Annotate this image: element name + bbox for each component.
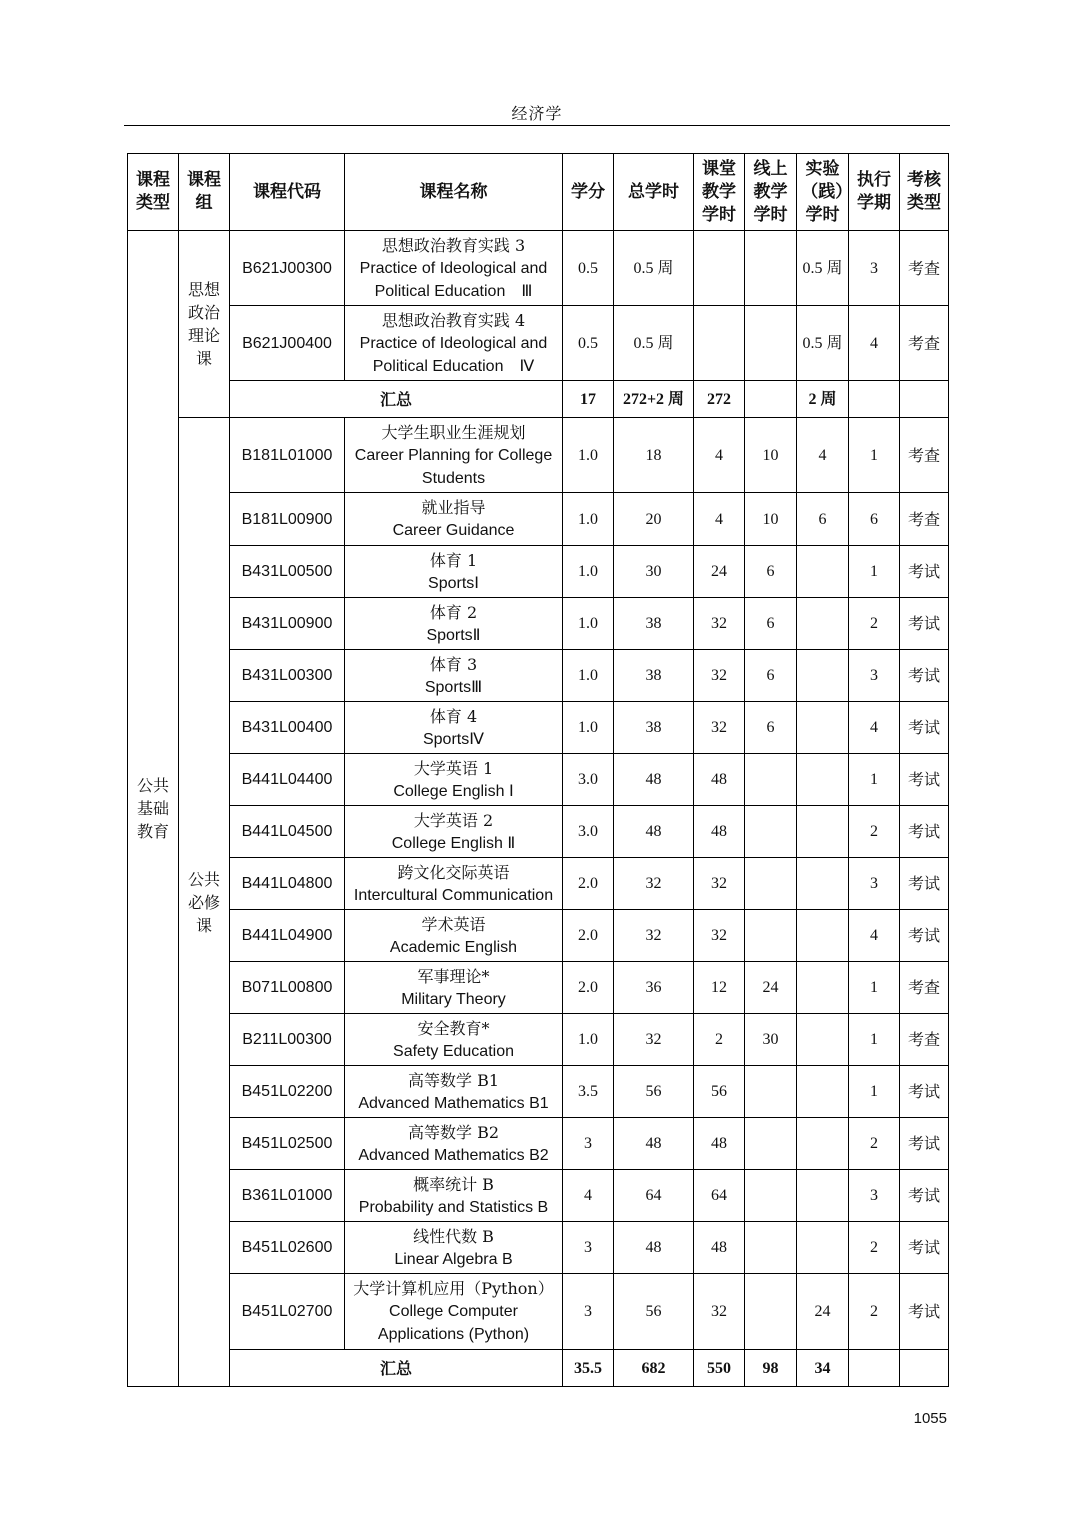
cell-total-hours: 32 bbox=[614, 858, 694, 910]
cell-credits: 3.5 bbox=[563, 1066, 614, 1118]
cell-term: 1 bbox=[849, 418, 900, 493]
course-name bbox=[345, 306, 563, 381]
summary-exam-type bbox=[900, 381, 949, 418]
table-row bbox=[128, 418, 949, 493]
col-header-term: 执行学期 bbox=[849, 154, 900, 231]
cell-term: 3 bbox=[849, 231, 900, 306]
cell-term: 3 bbox=[849, 1170, 900, 1222]
course-type-label: 公共基础教育 bbox=[136, 776, 169, 841]
cell-online-hours: 6 bbox=[745, 598, 797, 650]
cell-term: 1 bbox=[849, 962, 900, 1014]
summary-class-hours: 272 bbox=[694, 381, 745, 418]
course-code: B181L00900 bbox=[230, 493, 345, 546]
cell-exam-type: 考试 bbox=[900, 806, 949, 858]
table-row bbox=[128, 598, 949, 650]
course-group-cell bbox=[179, 231, 230, 418]
course-name-cn: 体育 3 bbox=[429, 654, 478, 674]
course-code: B431L00300 bbox=[230, 650, 345, 702]
cell-class-hours: 4 bbox=[694, 418, 745, 493]
cell-class-hours: 2 bbox=[694, 1014, 745, 1066]
col-header-online-hours: 线上教学学时 bbox=[745, 154, 797, 231]
cell-class-hours: 64 bbox=[694, 1170, 745, 1222]
cell-total-hours: 36 bbox=[614, 962, 694, 1014]
table-row bbox=[128, 493, 949, 546]
course-name-cn: 跨文化交际英语 bbox=[397, 862, 510, 882]
course-name-cn: 大学英语 1 bbox=[413, 758, 494, 778]
running-head: 经济学 bbox=[511, 104, 563, 123]
cell-term: 1 bbox=[849, 546, 900, 598]
course-name-en: Academic English bbox=[389, 938, 518, 956]
course-name-en: SportsⅣ bbox=[422, 730, 484, 748]
cell-exam-type: 考查 bbox=[900, 493, 949, 546]
cell-credits: 3.0 bbox=[563, 754, 614, 806]
cell-online-hours: 24 bbox=[745, 962, 797, 1014]
cell-term: 1 bbox=[849, 1066, 900, 1118]
cell-total-hours: 48 bbox=[614, 1222, 694, 1274]
course-name bbox=[345, 806, 563, 858]
cell-practice-hours: 0.5 周 bbox=[797, 231, 849, 306]
table-row bbox=[128, 1118, 949, 1170]
course-name bbox=[345, 418, 563, 493]
course-name-cn: 高等数学 B1 bbox=[407, 1070, 500, 1090]
cell-term: 4 bbox=[849, 306, 900, 381]
table-row bbox=[128, 650, 949, 702]
cell-exam-type: 考试 bbox=[900, 1274, 949, 1350]
cell-class-hours: 48 bbox=[694, 754, 745, 806]
course-code: B431L00500 bbox=[230, 546, 345, 598]
course-name-en: SportsⅡ bbox=[426, 626, 481, 644]
cell-credits: 1.0 bbox=[563, 598, 614, 650]
table-row bbox=[128, 702, 949, 754]
cell-total-hours: 48 bbox=[614, 754, 694, 806]
course-name-cn: 高等数学 B2 bbox=[407, 1122, 500, 1142]
cell-credits: 1.0 bbox=[563, 546, 614, 598]
cell-class-hours: 56 bbox=[694, 1066, 745, 1118]
course-name bbox=[345, 598, 563, 650]
cell-exam-type: 考试 bbox=[900, 1118, 949, 1170]
cell-term: 3 bbox=[849, 858, 900, 910]
course-name-en: Safety Education bbox=[393, 1042, 514, 1060]
cell-total-hours: 20 bbox=[614, 493, 694, 546]
summary-practice-hours: 34 bbox=[797, 1350, 849, 1387]
cell-exam-type: 考试 bbox=[900, 650, 949, 702]
course-name-en: Linear Algebra B bbox=[394, 1250, 513, 1268]
table-header-row bbox=[128, 154, 949, 231]
table-row bbox=[128, 231, 949, 306]
course-name bbox=[345, 1274, 563, 1350]
cell-exam-type: 考试 bbox=[900, 858, 949, 910]
course-name bbox=[345, 546, 563, 598]
summary-row bbox=[128, 1350, 949, 1387]
cell-total-hours: 32 bbox=[614, 910, 694, 962]
cell-credits: 0.5 bbox=[563, 231, 614, 306]
cell-online-hours bbox=[745, 231, 797, 306]
cell-credits: 2.0 bbox=[563, 962, 614, 1014]
cell-term: 1 bbox=[849, 754, 900, 806]
course-name bbox=[345, 1014, 563, 1066]
summary-total-hours: 682 bbox=[614, 1350, 694, 1387]
cell-practice-hours bbox=[797, 910, 849, 962]
course-name-en: Advanced Mathematics B2 bbox=[358, 1146, 549, 1164]
course-code: B071L00800 bbox=[230, 962, 345, 1014]
cell-total-hours: 0.5 周 bbox=[614, 231, 694, 306]
course-name bbox=[345, 754, 563, 806]
cell-class-hours: 32 bbox=[694, 1274, 745, 1350]
course-code: B211L00300 bbox=[230, 1014, 345, 1066]
cell-practice-hours bbox=[797, 702, 849, 754]
cell-credits: 2.0 bbox=[563, 858, 614, 910]
cell-term: 2 bbox=[849, 1118, 900, 1170]
course-code: B181L01000 bbox=[230, 418, 345, 493]
cell-practice-hours: 0.5 周 bbox=[797, 306, 849, 381]
cell-credits: 1.0 bbox=[563, 1014, 614, 1066]
cell-practice-hours: 24 bbox=[797, 1274, 849, 1350]
course-code: B431L00900 bbox=[230, 598, 345, 650]
cell-practice-hours bbox=[797, 754, 849, 806]
course-code: B441L04400 bbox=[230, 754, 345, 806]
cell-total-hours: 18 bbox=[614, 418, 694, 493]
cell-class-hours: 48 bbox=[694, 1222, 745, 1274]
cell-exam-type: 考查 bbox=[900, 418, 949, 493]
cell-exam-type: 考查 bbox=[900, 231, 949, 306]
course-name bbox=[345, 962, 563, 1014]
table-row bbox=[128, 858, 949, 910]
cell-credits: 3 bbox=[563, 1274, 614, 1350]
course-name bbox=[345, 1118, 563, 1170]
course-name-en: Practice of Ideological and Political Education Ⅳ bbox=[359, 334, 548, 375]
course-name-cn: 军事理论* bbox=[417, 966, 490, 986]
course-name-en: Advanced Mathematics B1 bbox=[358, 1094, 549, 1112]
col-header-credits: 学分 bbox=[563, 154, 614, 231]
cell-term: 1 bbox=[849, 1014, 900, 1066]
cell-credits: 4 bbox=[563, 1170, 614, 1222]
course-name-cn: 安全教育* bbox=[417, 1018, 490, 1038]
cell-exam-type: 考查 bbox=[900, 962, 949, 1014]
course-code: B441L04800 bbox=[230, 858, 345, 910]
table-row bbox=[128, 1274, 949, 1350]
cell-total-hours: 0.5 周 bbox=[614, 306, 694, 381]
cell-term: 2 bbox=[849, 806, 900, 858]
course-code: B441L04900 bbox=[230, 910, 345, 962]
cell-online-hours bbox=[745, 1274, 797, 1350]
cell-practice-hours bbox=[797, 1066, 849, 1118]
course-name bbox=[345, 1066, 563, 1118]
cell-online-hours: 30 bbox=[745, 1014, 797, 1066]
table-row bbox=[128, 910, 949, 962]
summary-label: 汇总 bbox=[230, 1350, 563, 1387]
cell-practice-hours bbox=[797, 650, 849, 702]
col-header-practice-hours: 实验（践）学时 bbox=[797, 154, 849, 231]
course-name bbox=[345, 858, 563, 910]
summary-total-hours: 272+2 周 bbox=[614, 381, 694, 418]
cell-class-hours: 4 bbox=[694, 493, 745, 546]
course-code: B451L02200 bbox=[230, 1066, 345, 1118]
col-header-group: 课程组 bbox=[179, 154, 230, 231]
cell-total-hours: 38 bbox=[614, 598, 694, 650]
cell-exam-type: 考查 bbox=[900, 1014, 949, 1066]
cell-practice-hours bbox=[797, 962, 849, 1014]
course-name-en: Probability and Statistics B bbox=[358, 1198, 549, 1216]
cell-exam-type: 考试 bbox=[900, 1066, 949, 1118]
cell-term: 4 bbox=[849, 702, 900, 754]
cell-exam-type: 考试 bbox=[900, 754, 949, 806]
cell-total-hours: 38 bbox=[614, 702, 694, 754]
cell-total-hours: 64 bbox=[614, 1170, 694, 1222]
cell-exam-type: 考试 bbox=[900, 1170, 949, 1222]
col-header-class-hours: 课堂教学学时 bbox=[694, 154, 745, 231]
cell-credits: 1.0 bbox=[563, 493, 614, 546]
course-name-cn: 大学计算机应用（Python） bbox=[353, 1279, 554, 1298]
cell-class-hours: 48 bbox=[694, 1118, 745, 1170]
course-type-cell bbox=[128, 231, 179, 1387]
table-row bbox=[128, 962, 949, 1014]
course-name-cn: 思想政治教育实践 3 bbox=[381, 235, 526, 255]
col-header-total-hours: 总学时 bbox=[614, 154, 694, 231]
cell-credits: 3.0 bbox=[563, 806, 614, 858]
cell-practice-hours: 6 bbox=[797, 493, 849, 546]
course-code: B451L02500 bbox=[230, 1118, 345, 1170]
cell-class-hours: 32 bbox=[694, 910, 745, 962]
course-code: B431L00400 bbox=[230, 702, 345, 754]
course-name-cn: 体育 1 bbox=[429, 550, 478, 570]
cell-online-hours bbox=[745, 806, 797, 858]
cell-exam-type: 考查 bbox=[900, 306, 949, 381]
table-row bbox=[128, 1014, 949, 1066]
summary-online-hours: 98 bbox=[745, 1350, 797, 1387]
course-name bbox=[345, 910, 563, 962]
cell-total-hours: 32 bbox=[614, 1014, 694, 1066]
summary-credits: 17 bbox=[563, 381, 614, 418]
cell-online-hours bbox=[745, 306, 797, 381]
course-name-en: College English Ⅰ bbox=[393, 782, 514, 800]
cell-term: 3 bbox=[849, 650, 900, 702]
cell-exam-type: 考试 bbox=[900, 1222, 949, 1274]
summary-label: 汇总 bbox=[230, 381, 563, 418]
cell-term: 2 bbox=[849, 1222, 900, 1274]
course-name bbox=[345, 1222, 563, 1274]
course-code: B361L01000 bbox=[230, 1170, 345, 1222]
course-group-label: 公共必修课 bbox=[187, 869, 220, 935]
cell-exam-type: 考试 bbox=[900, 598, 949, 650]
cell-total-hours: 30 bbox=[614, 546, 694, 598]
cell-term: 4 bbox=[849, 910, 900, 962]
course-code: B441L04500 bbox=[230, 806, 345, 858]
table-row bbox=[128, 1222, 949, 1274]
cell-exam-type: 考试 bbox=[900, 702, 949, 754]
course-name-en: Military Theory bbox=[401, 990, 506, 1008]
course-name-cn: 大学生职业生涯规划 bbox=[381, 422, 526, 442]
course-name-en: Intercultural Communication bbox=[353, 886, 554, 904]
cell-total-hours: 56 bbox=[614, 1274, 694, 1350]
course-name-en: College Computer Applications (Python) bbox=[377, 1303, 530, 1343]
curriculum-table bbox=[127, 153, 949, 1387]
cell-credits: 1.0 bbox=[563, 650, 614, 702]
course-name-en: SportsⅠ bbox=[428, 574, 479, 592]
cell-online-hours bbox=[745, 1118, 797, 1170]
cell-practice-hours bbox=[797, 598, 849, 650]
cell-total-hours: 38 bbox=[614, 650, 694, 702]
course-name-cn: 线性代数 B bbox=[413, 1226, 494, 1246]
cell-total-hours: 48 bbox=[614, 806, 694, 858]
cell-online-hours bbox=[745, 910, 797, 962]
course-name-en: Career Planning for College Students bbox=[354, 446, 553, 487]
course-name bbox=[345, 702, 563, 754]
page-number: 1055 bbox=[913, 1410, 947, 1427]
table-row bbox=[128, 306, 949, 381]
cell-practice-hours bbox=[797, 1170, 849, 1222]
summary-class-hours: 550 bbox=[694, 1350, 745, 1387]
course-name-cn: 大学英语 2 bbox=[413, 810, 494, 830]
header-rule bbox=[124, 125, 950, 126]
cell-practice-hours bbox=[797, 1222, 849, 1274]
cell-online-hours bbox=[745, 1066, 797, 1118]
cell-online-hours: 6 bbox=[745, 702, 797, 754]
cell-credits: 2.0 bbox=[563, 910, 614, 962]
summary-credits: 35.5 bbox=[563, 1350, 614, 1387]
course-code: B451L02700 bbox=[230, 1274, 345, 1350]
cell-credits: 1.0 bbox=[563, 702, 614, 754]
course-name-en: Career Guidance bbox=[392, 522, 515, 539]
cell-credits: 0.5 bbox=[563, 306, 614, 381]
summary-row bbox=[128, 381, 949, 418]
cell-class-hours: 32 bbox=[694, 702, 745, 754]
cell-class-hours bbox=[694, 306, 745, 381]
course-name-en: College English Ⅱ bbox=[391, 834, 516, 852]
course-group-label: 思想政治理论课 bbox=[187, 280, 220, 368]
table-row bbox=[128, 806, 949, 858]
col-header-code: 课程代码 bbox=[230, 154, 345, 231]
summary-exam-type bbox=[900, 1350, 949, 1387]
cell-total-hours: 48 bbox=[614, 1118, 694, 1170]
cell-exam-type: 考试 bbox=[900, 546, 949, 598]
course-name-cn: 体育 4 bbox=[429, 706, 478, 726]
cell-practice-hours bbox=[797, 1118, 849, 1170]
course-name-cn: 就业指导 bbox=[421, 498, 486, 517]
cell-credits: 3 bbox=[563, 1222, 614, 1274]
course-name-cn: 思想政治教育实践 4 bbox=[381, 310, 526, 330]
cell-total-hours: 56 bbox=[614, 1066, 694, 1118]
cell-term: 2 bbox=[849, 598, 900, 650]
cell-exam-type: 考试 bbox=[900, 910, 949, 962]
course-code: B621J00400 bbox=[230, 306, 345, 381]
cell-term: 2 bbox=[849, 1274, 900, 1350]
summary-term bbox=[849, 381, 900, 418]
cell-class-hours: 32 bbox=[694, 858, 745, 910]
table-row bbox=[128, 1066, 949, 1118]
cell-credits: 3 bbox=[563, 1118, 614, 1170]
col-header-type: 课程类型 bbox=[128, 154, 179, 231]
cell-online-hours: 6 bbox=[745, 546, 797, 598]
table-row bbox=[128, 1170, 949, 1222]
cell-class-hours: 32 bbox=[694, 650, 745, 702]
course-name bbox=[345, 493, 563, 546]
course-name-en: SportsⅢ bbox=[424, 678, 483, 696]
course-name-cn: 概率统计 B bbox=[413, 1174, 494, 1194]
cell-online-hours bbox=[745, 1170, 797, 1222]
course-group-cell bbox=[179, 418, 230, 1387]
cell-practice-hours bbox=[797, 546, 849, 598]
cell-practice-hours bbox=[797, 1014, 849, 1066]
course-name-cn: 学术英语 bbox=[421, 914, 486, 934]
cell-online-hours bbox=[745, 754, 797, 806]
summary-online-hours bbox=[745, 381, 797, 418]
cell-online-hours bbox=[745, 858, 797, 910]
cell-class-hours: 12 bbox=[694, 962, 745, 1014]
cell-class-hours: 32 bbox=[694, 598, 745, 650]
cell-online-hours: 10 bbox=[745, 418, 797, 493]
table-row bbox=[128, 754, 949, 806]
summary-term bbox=[849, 1350, 900, 1387]
course-name-en: Practice of Ideological and Political Education Ⅲ bbox=[359, 259, 548, 300]
cell-online-hours: 10 bbox=[745, 493, 797, 546]
summary-practice-hours: 2 周 bbox=[797, 381, 849, 418]
course-name-cn: 体育 2 bbox=[429, 602, 478, 622]
cell-term: 6 bbox=[849, 493, 900, 546]
cell-class-hours: 24 bbox=[694, 546, 745, 598]
course-name bbox=[345, 1170, 563, 1222]
cell-online-hours bbox=[745, 1222, 797, 1274]
cell-class-hours bbox=[694, 231, 745, 306]
cell-practice-hours: 4 bbox=[797, 418, 849, 493]
cell-practice-hours bbox=[797, 806, 849, 858]
table-row bbox=[128, 546, 949, 598]
col-header-name: 课程名称 bbox=[345, 154, 563, 231]
course-name bbox=[345, 231, 563, 306]
course-code: B621J00300 bbox=[230, 231, 345, 306]
cell-credits: 1.0 bbox=[563, 418, 614, 493]
cell-online-hours: 6 bbox=[745, 650, 797, 702]
cell-practice-hours bbox=[797, 858, 849, 910]
cell-class-hours: 48 bbox=[694, 806, 745, 858]
course-code: B451L02600 bbox=[230, 1222, 345, 1274]
course-name bbox=[345, 650, 563, 702]
col-header-exam-type: 考核类型 bbox=[900, 154, 949, 231]
